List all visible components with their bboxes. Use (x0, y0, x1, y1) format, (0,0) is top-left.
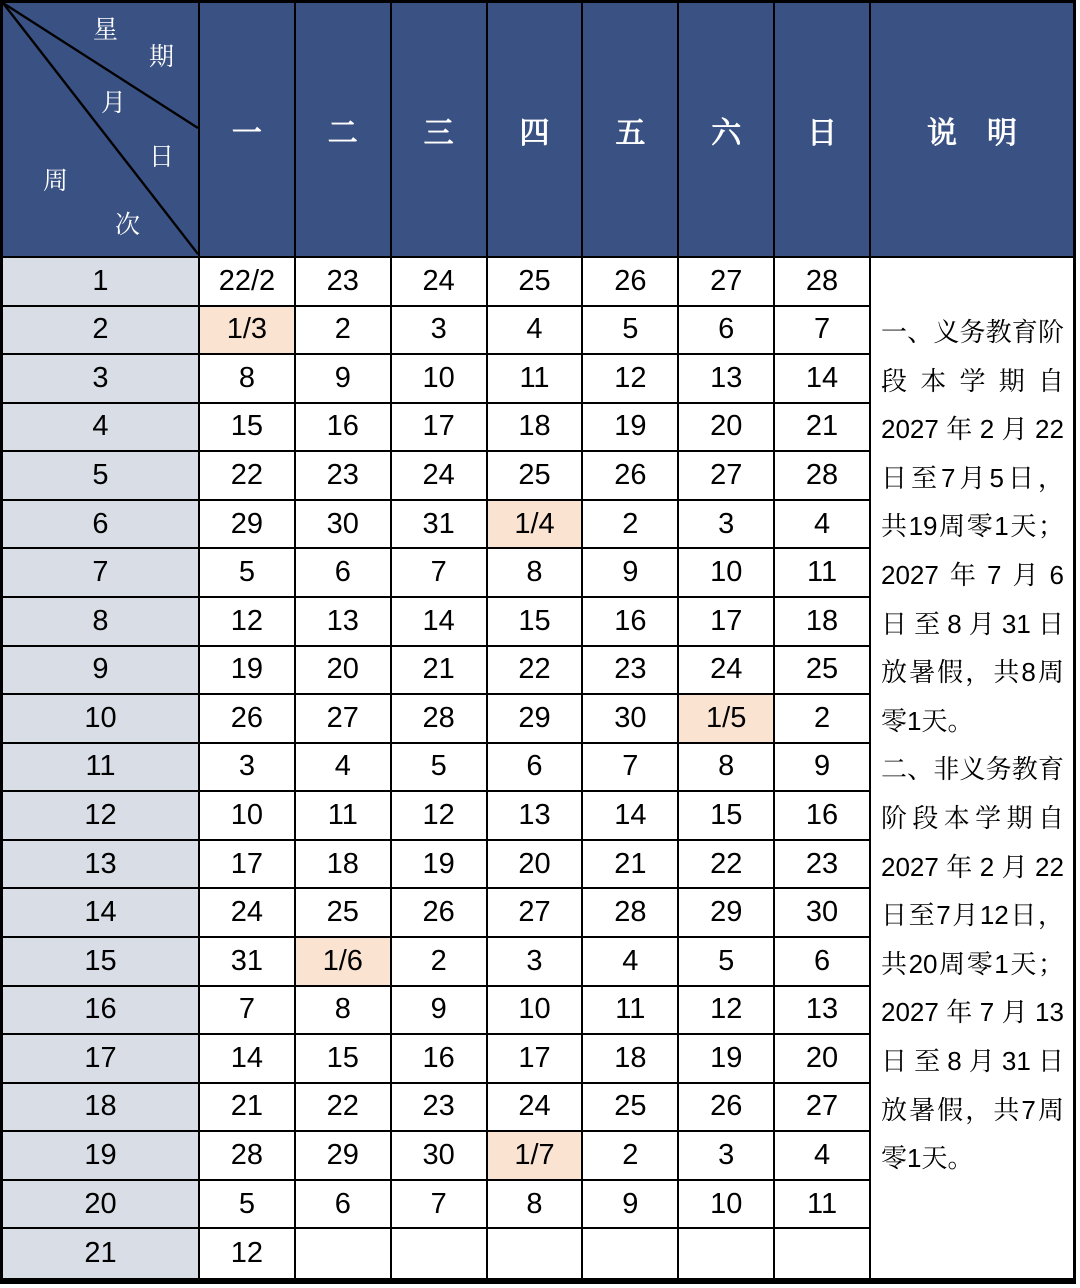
date-cell: 25 (296, 889, 392, 938)
date-cell: 10 (488, 987, 584, 1036)
week-number-cell: 8 (3, 598, 200, 647)
notes-line: 零1天。 (880, 705, 974, 736)
week-number-cell: 17 (3, 1035, 200, 1084)
date-cell: 6 (296, 549, 392, 598)
weekday-header-7: 日 (775, 3, 871, 258)
weekday-header-3: 三 (392, 3, 488, 258)
date-cell: 17 (392, 404, 488, 453)
date-cell: 7 (392, 549, 488, 598)
notes-line: 2027年2月22 (880, 851, 1064, 882)
date-cell: 25 (775, 647, 871, 696)
date-cell: 29 (488, 695, 584, 744)
notes-line: 放暑假，共8周 (880, 657, 1064, 688)
date-cell: 17 (200, 841, 296, 890)
date-cell: 27 (679, 258, 775, 307)
date-cell: 7 (775, 307, 871, 356)
date-cell-month-start: 1/6 (296, 938, 392, 987)
date-cell: 24 (392, 452, 488, 501)
date-cell: 26 (200, 695, 296, 744)
notes-line: 放暑假，共7周 (880, 1094, 1064, 1125)
date-cell: 9 (296, 355, 392, 404)
date-cell: 24 (392, 258, 488, 307)
date-cell: 10 (679, 549, 775, 598)
weekday-header-2: 二 (296, 3, 392, 258)
date-cell: 2 (583, 1132, 679, 1181)
week-number-cell: 16 (3, 987, 200, 1036)
date-cell: 8 (488, 549, 584, 598)
notes-line: 一、义务教育阶 (880, 317, 1064, 347)
date-cell: 28 (583, 889, 679, 938)
date-cell: 5 (679, 938, 775, 987)
week-number-cell: 18 (3, 1084, 200, 1133)
date-cell: 31 (200, 938, 296, 987)
date-cell: 27 (488, 889, 584, 938)
date-cell: 9 (583, 549, 679, 598)
date-cell: 15 (488, 598, 584, 647)
date-cell: 3 (392, 307, 488, 356)
date-cell: 22 (200, 452, 296, 501)
notes-line: 段本学期自 (880, 365, 1064, 396)
date-cell: 18 (296, 841, 392, 890)
date-cell: 26 (679, 1084, 775, 1133)
week-number-cell: 4 (3, 404, 200, 453)
date-cell: 29 (679, 889, 775, 938)
date-cell: 23 (392, 1084, 488, 1133)
date-cell: 5 (200, 1181, 296, 1230)
date-cell: 29 (296, 1132, 392, 1181)
date-cell: 28 (392, 695, 488, 744)
date-cell: 22 (679, 841, 775, 890)
date-cell: 22 (296, 1084, 392, 1133)
date-cell: 11 (488, 355, 584, 404)
date-cell: 9 (583, 1181, 679, 1230)
date-cell: 19 (392, 841, 488, 890)
corner-header-cell (3, 3, 200, 258)
notes-line: 阶段本学期自 (880, 802, 1064, 833)
date-cell: 13 (775, 987, 871, 1036)
date-cell: 16 (392, 1035, 488, 1084)
notes-line: 零1天。 (880, 1143, 974, 1174)
date-cell: 15 (296, 1035, 392, 1084)
corner-label-weekday-1: 星 (93, 16, 119, 44)
date-cell: 31 (392, 501, 488, 550)
date-cell: 28 (775, 452, 871, 501)
date-cell: 28 (775, 258, 871, 307)
date-cell: 10 (679, 1181, 775, 1230)
date-cell: 23 (296, 452, 392, 501)
date-cell (488, 1229, 584, 1278)
date-cell: 19 (679, 1035, 775, 1084)
date-cell: 24 (488, 1084, 584, 1133)
date-cell-month-start: 1/5 (679, 695, 775, 744)
date-cell: 4 (775, 501, 871, 550)
date-cell-month-start: 1/7 (488, 1132, 584, 1181)
date-cell: 20 (679, 404, 775, 453)
date-cell: 20 (488, 841, 584, 890)
notes-line: 日至8月31日 (880, 608, 1064, 639)
week-number-cell: 21 (3, 1229, 200, 1278)
week-number-cell: 14 (3, 889, 200, 938)
week-number-cell: 11 (3, 744, 200, 793)
date-cell: 22/2 (200, 258, 296, 307)
date-cell: 24 (200, 889, 296, 938)
date-cell: 8 (488, 1181, 584, 1230)
weekday-header-4: 四 (488, 3, 584, 258)
date-cell: 20 (296, 647, 392, 696)
date-cell: 23 (583, 647, 679, 696)
date-cell: 23 (775, 841, 871, 890)
date-cell: 26 (392, 889, 488, 938)
date-cell: 17 (679, 598, 775, 647)
corner-label-week-2: 次 (115, 211, 141, 239)
date-cell: 4 (296, 744, 392, 793)
date-cell: 18 (775, 598, 871, 647)
date-cell: 12 (679, 987, 775, 1036)
date-cell: 14 (583, 792, 679, 841)
date-cell-month-start: 1/4 (488, 501, 584, 550)
date-cell: 21 (200, 1084, 296, 1133)
date-cell (296, 1229, 392, 1278)
date-cell: 28 (200, 1132, 296, 1181)
date-cell: 19 (200, 647, 296, 696)
date-cell: 19 (583, 404, 679, 453)
corner-label-weekday-2: 期 (149, 43, 175, 71)
date-cell: 22 (488, 647, 584, 696)
date-cell: 7 (583, 744, 679, 793)
week-number-cell: 20 (3, 1181, 200, 1230)
notes-line: 共20周零1天； (880, 948, 1064, 979)
notes-header: 说 明 (871, 3, 1073, 258)
date-cell: 30 (583, 695, 679, 744)
date-cell: 18 (488, 404, 584, 453)
notes-line: 2027年7月13 (880, 997, 1064, 1028)
corner-label-week-1: 周 (43, 167, 69, 195)
week-number-cell: 3 (3, 355, 200, 404)
week-number-cell: 2 (3, 307, 200, 356)
date-cell: 24 (679, 647, 775, 696)
date-cell: 27 (679, 452, 775, 501)
week-number-cell: 13 (3, 841, 200, 890)
date-cell: 3 (679, 501, 775, 550)
date-cell: 30 (392, 1132, 488, 1181)
date-cell: 11 (583, 987, 679, 1036)
date-cell: 8 (679, 744, 775, 793)
date-cell: 8 (296, 987, 392, 1036)
date-cell-month-start: 1/3 (200, 307, 296, 356)
weekday-header-1: 一 (200, 3, 296, 258)
date-cell: 23 (296, 258, 392, 307)
week-number-cell: 1 (3, 258, 200, 307)
date-cell: 18 (583, 1035, 679, 1084)
date-cell: 15 (200, 404, 296, 453)
date-cell: 10 (200, 792, 296, 841)
date-cell: 2 (583, 501, 679, 550)
date-cell: 12 (200, 598, 296, 647)
date-cell: 10 (392, 355, 488, 404)
date-cell: 25 (488, 258, 584, 307)
date-cell: 17 (488, 1035, 584, 1084)
date-cell (392, 1229, 488, 1278)
notes-line: 共19周零1天； (880, 511, 1064, 542)
date-cell: 12 (392, 792, 488, 841)
week-number-cell: 12 (3, 792, 200, 841)
corner-label-day: 日 (149, 143, 175, 171)
date-cell: 15 (679, 792, 775, 841)
week-number-cell: 5 (3, 452, 200, 501)
weekday-header-6: 六 (679, 3, 775, 258)
date-cell: 2 (392, 938, 488, 987)
date-cell: 14 (392, 598, 488, 647)
date-cell: 9 (775, 744, 871, 793)
date-cell: 16 (296, 404, 392, 453)
week-number-cell: 9 (3, 647, 200, 696)
date-cell: 6 (296, 1181, 392, 1230)
date-cell: 3 (679, 1132, 775, 1181)
corner-label-month: 月 (101, 89, 127, 117)
date-cell: 6 (679, 307, 775, 356)
date-cell (583, 1229, 679, 1278)
notes-line: 2027年2月22 (880, 414, 1064, 445)
date-cell: 27 (775, 1084, 871, 1133)
notes-line: 日至7月5日， (880, 462, 1064, 493)
date-cell: 25 (583, 1084, 679, 1133)
date-cell: 5 (583, 307, 679, 356)
date-cell: 9 (392, 987, 488, 1036)
date-cell: 12 (200, 1229, 296, 1278)
date-cell: 14 (200, 1035, 296, 1084)
notes-line: 2027年7月6 (880, 559, 1064, 590)
date-cell: 26 (583, 452, 679, 501)
date-cell: 5 (200, 549, 296, 598)
notes-line: 二、非义务教育 (880, 754, 1064, 785)
date-cell: 30 (296, 501, 392, 550)
date-cell: 2 (775, 695, 871, 744)
date-cell: 13 (488, 792, 584, 841)
date-cell: 11 (775, 549, 871, 598)
date-cell: 27 (296, 695, 392, 744)
notes-line: 日至7月12日， (880, 900, 1064, 931)
date-cell: 7 (392, 1181, 488, 1230)
date-cell: 26 (583, 258, 679, 307)
date-cell: 11 (296, 792, 392, 841)
date-cell: 16 (583, 598, 679, 647)
date-cell: 29 (200, 501, 296, 550)
date-cell: 4 (583, 938, 679, 987)
date-cell (775, 1229, 871, 1278)
date-cell: 6 (775, 938, 871, 987)
date-cell: 12 (583, 355, 679, 404)
date-cell: 25 (488, 452, 584, 501)
week-number-cell: 10 (3, 695, 200, 744)
notes-line: 日至8月31日 (880, 1045, 1064, 1076)
date-cell: 3 (488, 938, 584, 987)
date-cell: 11 (775, 1181, 871, 1230)
date-cell: 20 (775, 1035, 871, 1084)
date-cell: 6 (488, 744, 584, 793)
date-cell: 21 (583, 841, 679, 890)
date-cell: 21 (392, 647, 488, 696)
weekday-header-5: 五 (583, 3, 679, 258)
date-cell: 16 (775, 792, 871, 841)
week-number-cell: 19 (3, 1132, 200, 1181)
week-number-cell: 6 (3, 501, 200, 550)
date-cell: 3 (200, 744, 296, 793)
date-cell: 13 (679, 355, 775, 404)
date-cell: 5 (392, 744, 488, 793)
date-cell: 14 (775, 355, 871, 404)
date-cell: 4 (775, 1132, 871, 1181)
date-cell: 30 (775, 889, 871, 938)
date-cell: 21 (775, 404, 871, 453)
week-number-cell: 15 (3, 938, 200, 987)
date-cell: 7 (200, 987, 296, 1036)
notes-column (871, 258, 1073, 1278)
date-cell: 8 (200, 355, 296, 404)
date-cell (679, 1229, 775, 1278)
date-cell: 4 (488, 307, 584, 356)
date-cell: 2 (296, 307, 392, 356)
date-cell: 13 (296, 598, 392, 647)
week-number-cell: 7 (3, 549, 200, 598)
